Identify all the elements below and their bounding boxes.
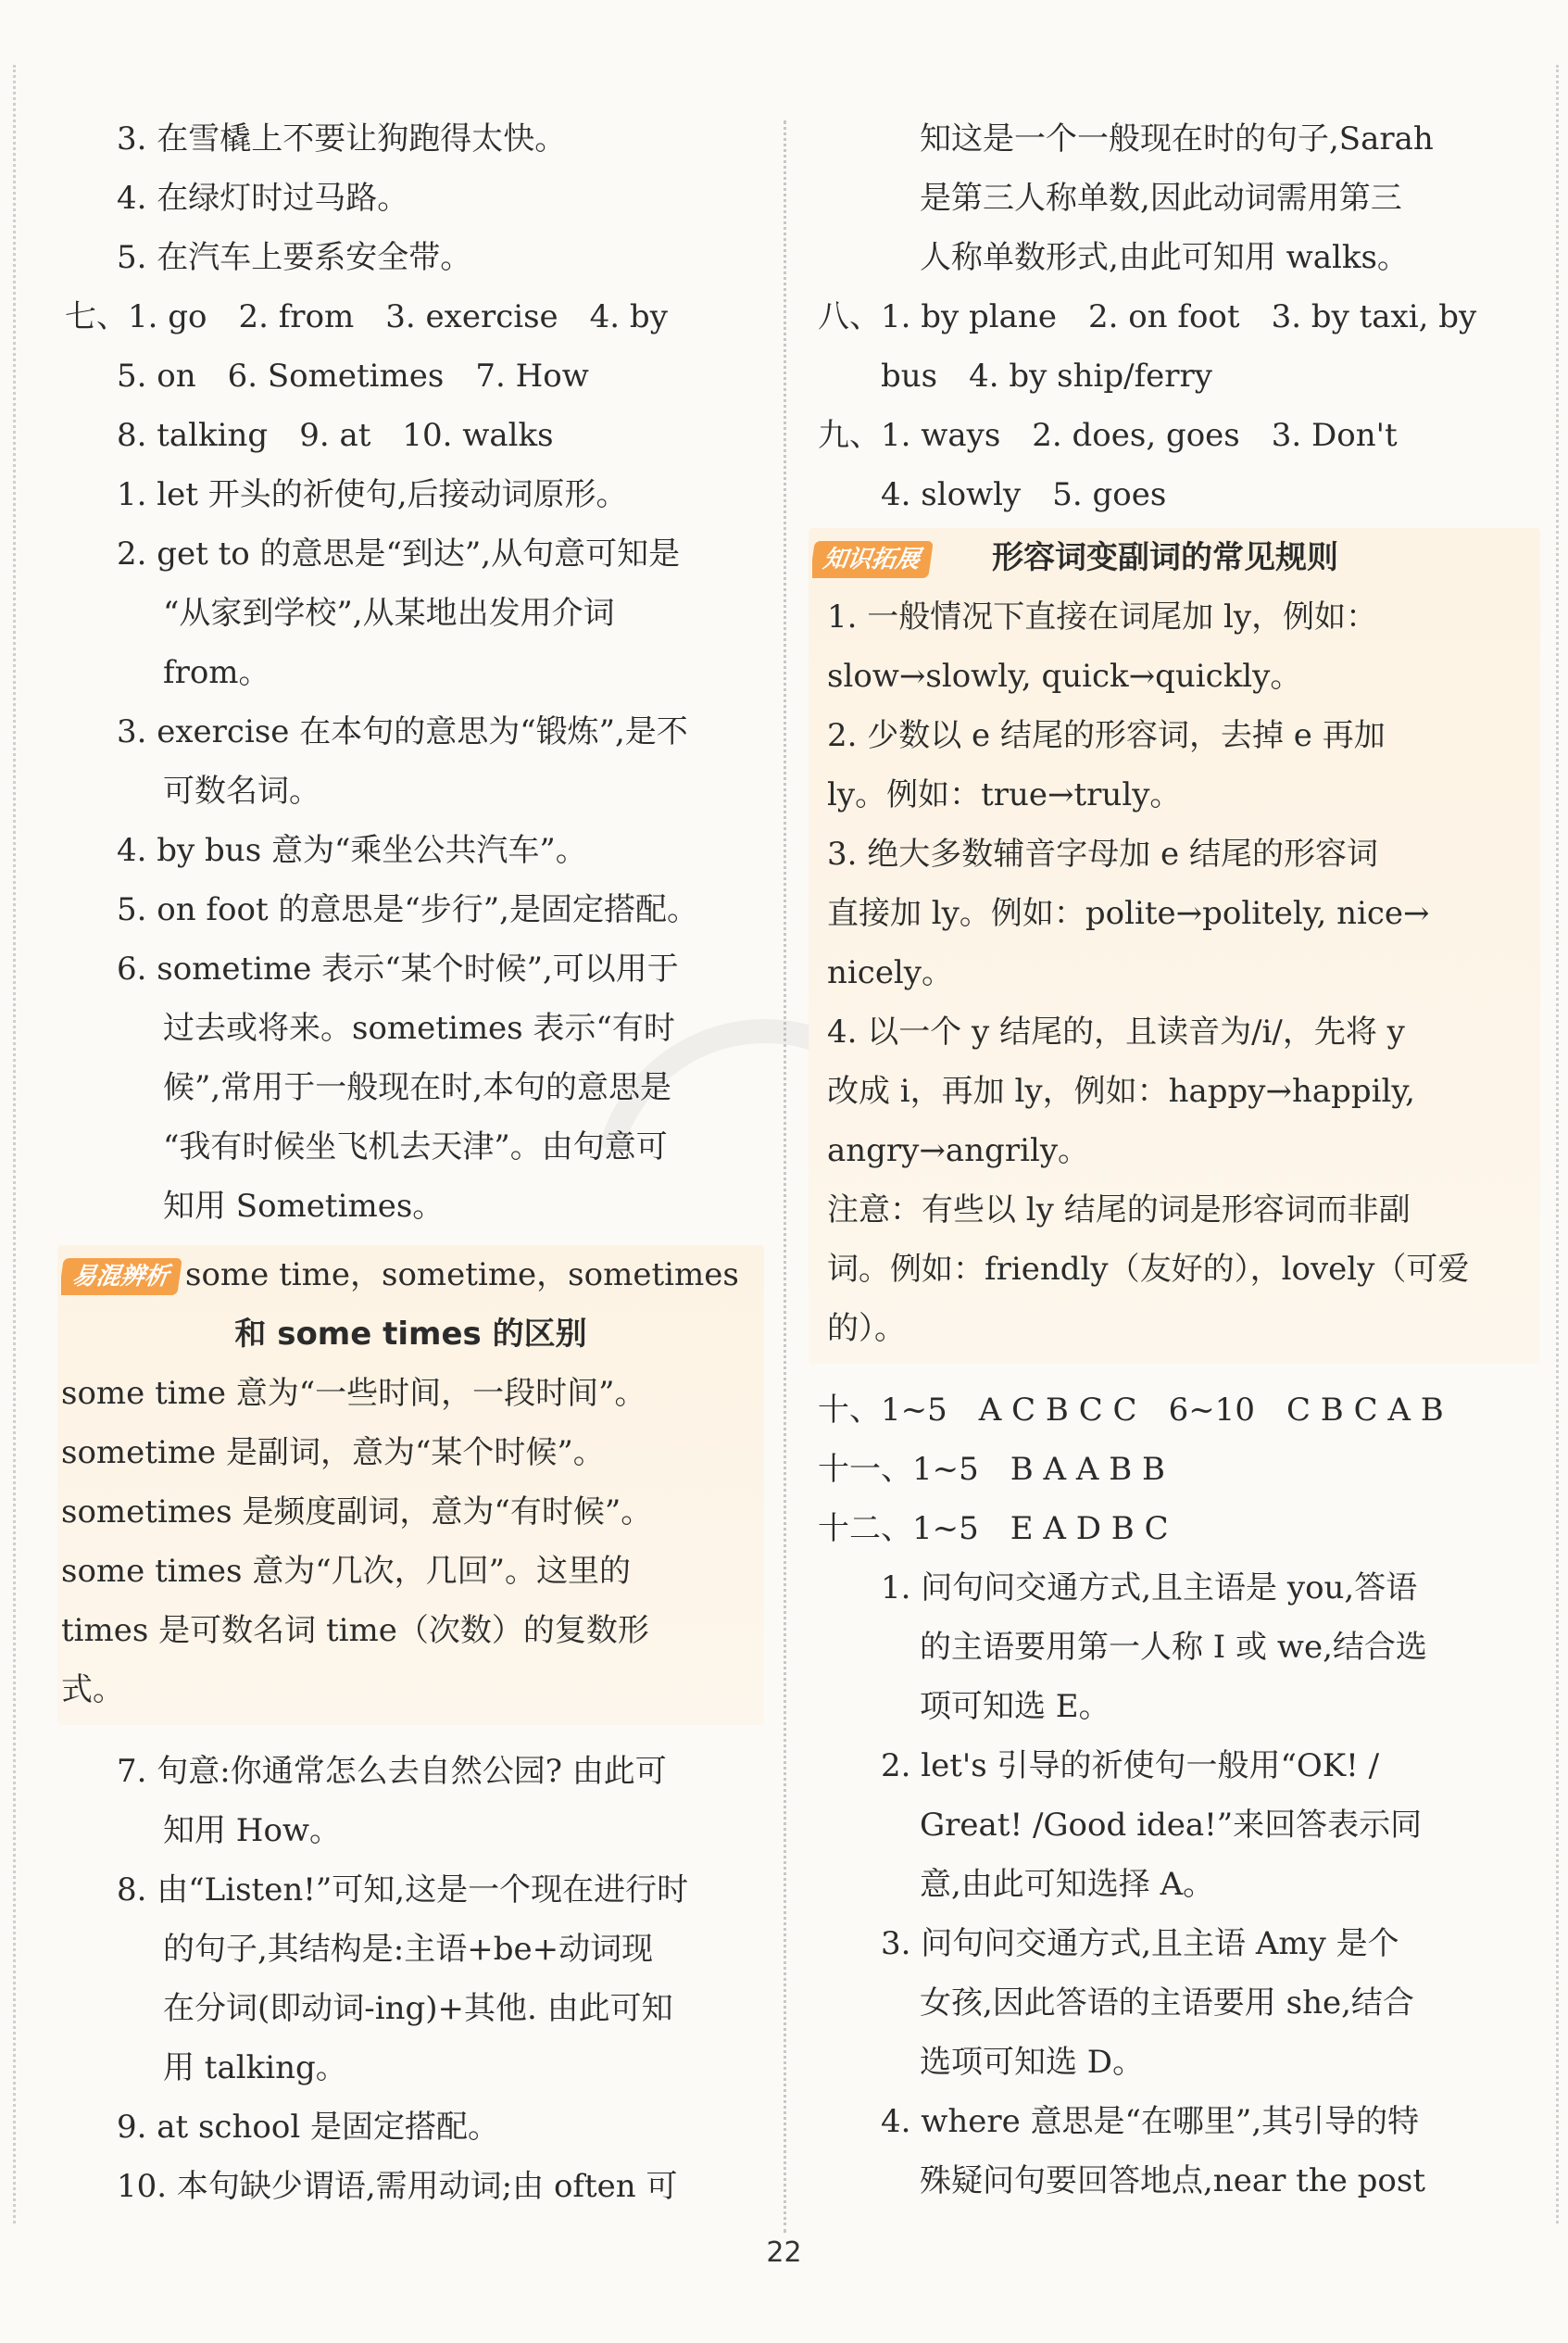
answer-line: 可数名词。 bbox=[163, 773, 320, 810]
box-text-line: 式。 bbox=[61, 1671, 124, 1708]
answer-line: 3. exercise 在本句的意思为“锻炼”,是不 bbox=[117, 713, 688, 750]
answer-line: 5. on foot 的意思是“步行”,是固定搭配。 bbox=[117, 891, 698, 928]
answer-line: 5. 在汽车上要系安全带。 bbox=[117, 239, 472, 276]
page-number: 22 bbox=[766, 2236, 802, 2269]
answer-line: 九、1. ways 2. does, goes 3. Don't bbox=[818, 417, 1398, 454]
right-answer-lines-continued bbox=[818, 1380, 1540, 2211]
answer-line: 是第三人称单数,因此动词需用第三 bbox=[920, 180, 1402, 217]
answer-line: 在分词(即动词-ing)+其他. 由此可知 bbox=[163, 1990, 673, 2027]
answer-line: 意,由此可知选择 A。 bbox=[920, 1866, 1215, 1903]
box-text-line: some time 意为“一些时间，一段时间”。 bbox=[61, 1375, 646, 1412]
answer-line: 十、1~5 A C B C C 6~10 C B C A B bbox=[818, 1392, 1444, 1429]
answer-line: 十一、1~5 B A A B B bbox=[818, 1451, 1166, 1488]
right-answer-lines bbox=[818, 109, 1540, 524]
box-text-line: angry→angrily。 bbox=[827, 1132, 1090, 1169]
right-column bbox=[818, 109, 1540, 2211]
box-content bbox=[61, 1364, 760, 1719]
answer-line: 过去或将来。sometimes 表示“有时 bbox=[163, 1010, 675, 1047]
answer-line: 1. 问句问交通方式,且主语是 you,答语 bbox=[881, 1569, 1418, 1606]
answer-line: 殊疑问句要回答地点,near the post bbox=[920, 2162, 1425, 2199]
answer-line: 知用 How。 bbox=[163, 1812, 342, 1849]
box-text-line: 词。例如：friendly（友好的），lovely（可爱 bbox=[827, 1251, 1470, 1288]
answer-line: 6. sometime 表示“某个时候”,可以用于 bbox=[117, 951, 679, 988]
answer-line: 9. at school 是固定搭配。 bbox=[117, 2109, 499, 2146]
box-text-line: nicely。 bbox=[827, 954, 954, 991]
box-text-line: 1. 一般情况下直接在词尾加 ly，例如： bbox=[827, 598, 1378, 636]
answer-line: 2. get to 的意思是“到达”,从句意可知是 bbox=[117, 535, 681, 573]
left-column bbox=[61, 109, 764, 2216]
answer-line: 七、1. go 2. from 3. exercise 4. by bbox=[65, 298, 668, 335]
answer-line: 用 talking。 bbox=[163, 2049, 347, 2086]
answer-line: 八、1. by plane 2. on foot 3. by taxi, by bbox=[818, 298, 1477, 335]
answer-line: 项可知选 E。 bbox=[920, 1688, 1110, 1725]
confusion-tag: 易混辨析 bbox=[61, 1258, 182, 1295]
answer-line: 5. on 6. Sometimes 7. How bbox=[117, 358, 589, 395]
left-answer-lines-continued bbox=[65, 1742, 764, 2216]
knowledge-box-content bbox=[812, 587, 1537, 1358]
box-text-line: ly。例如：true→truly。 bbox=[827, 776, 1182, 813]
answer-line: 3. 在雪橇上不要让狗跑得太快。 bbox=[117, 120, 567, 157]
box-text-line: some times 意为“几次，几回”。这里的 bbox=[61, 1553, 632, 1590]
answer-line: “我有时候坐飞机去天津”。由句意可 bbox=[163, 1128, 668, 1165]
knowledge-expansion-box bbox=[809, 528, 1540, 1364]
box-title-line1: some time，sometime，sometimes bbox=[185, 1256, 739, 1293]
answer-line: 的句子,其结构是:主语+be+动词现 bbox=[163, 1931, 654, 1968]
answer-line: 8. talking 9. at 10. walks bbox=[117, 417, 554, 454]
answer-line: 4. 在绿灯时过马路。 bbox=[117, 180, 409, 217]
box-text-line: 注意：有些以 ly 结尾的词是形容词而非副 bbox=[827, 1191, 1411, 1228]
answer-line: 知用 Sometimes。 bbox=[163, 1188, 445, 1225]
answer-line: 2. let's 引导的祈使句一般用“OK! / bbox=[881, 1747, 1380, 1784]
answer-line: 候”,常用于一般现在时,本句的意思是 bbox=[163, 1069, 671, 1106]
answer-line: 知这是一个一般现在时的句子,Sarah bbox=[920, 120, 1434, 157]
left-answer-lines bbox=[65, 109, 764, 1236]
box-title-line2: 和 some times 的区别 bbox=[234, 1316, 587, 1353]
answer-line: 十二、1~5 E A D B C bbox=[818, 1510, 1169, 1547]
box-text-line: 4. 以一个 y 结尾的，且读音为/i/，先将 y bbox=[827, 1014, 1405, 1051]
box-text-line: 3. 绝大多数辅音字母加 e 结尾的形容词 bbox=[827, 836, 1378, 873]
box-text-line: 的）。 bbox=[827, 1310, 906, 1347]
answer-line: 4. slowly 5. goes bbox=[881, 476, 1167, 513]
answer-line: 的主语要用第一人称 I 或 we,结合选 bbox=[920, 1629, 1427, 1666]
knowledge-box-title: 形容词变副词的常见规则 bbox=[992, 539, 1339, 576]
box-text-line: 改成 i，再加 ly，例如：happy→happily, bbox=[827, 1073, 1415, 1110]
box-text-line: slow→slowly, quick→quickly。 bbox=[827, 658, 1302, 695]
answer-line: 7. 句意:你通常怎么去自然公园? 由此可 bbox=[117, 1753, 667, 1790]
page-edge-right bbox=[1556, 65, 1559, 2223]
answer-line: “从家到学校”,从某地出发用介词 bbox=[163, 595, 615, 632]
answer-line: 选项可知选 D。 bbox=[920, 2044, 1145, 2081]
answer-line: 1. let 开头的祈使句,后接动词原形。 bbox=[117, 476, 628, 513]
answer-line: 4. where 意思是“在哪里”,其引导的特 bbox=[881, 2103, 1420, 2140]
box-text-line: sometimes 是频度副词，意为“有时候”。 bbox=[61, 1493, 653, 1531]
box-text-line: 直接加 ly。例如：polite→politely, nice→ bbox=[827, 895, 1430, 932]
answer-line: 4. by bus 意为“乘坐公共汽车”。 bbox=[117, 832, 587, 869]
box-text-line: 2. 少数以 e 结尾的形容词，去掉 e 再加 bbox=[827, 717, 1386, 754]
answer-line: bus 4. by ship/ferry bbox=[881, 358, 1212, 395]
box-text-line: times 是可数名词 time（次数）的复数形 bbox=[61, 1612, 649, 1649]
answer-line: 3. 问句问交通方式,且主语 Amy 是个 bbox=[881, 1925, 1399, 1962]
answer-line: 8. 由“Listen!”可知,这是一个现在进行时 bbox=[117, 1871, 689, 1908]
answer-line: 女孩,因此答语的主语要用 she,结合 bbox=[920, 1984, 1414, 2022]
knowledge-tag: 知识拓展 bbox=[812, 541, 934, 578]
answer-line: 10. 本句缺少谓语,需用动词;由 often 可 bbox=[117, 2168, 678, 2205]
answer-line: Great! /Good idea!”来回答表示同 bbox=[920, 1807, 1423, 1844]
page-edge-left bbox=[13, 65, 16, 2223]
answer-line: 人称单数形式,由此可知用 walks。 bbox=[920, 239, 1409, 276]
confusion-analysis-box bbox=[57, 1245, 764, 1725]
box-text-line: sometime 是副词，意为“某个时候”。 bbox=[61, 1434, 605, 1471]
answer-line: from。 bbox=[163, 654, 270, 691]
